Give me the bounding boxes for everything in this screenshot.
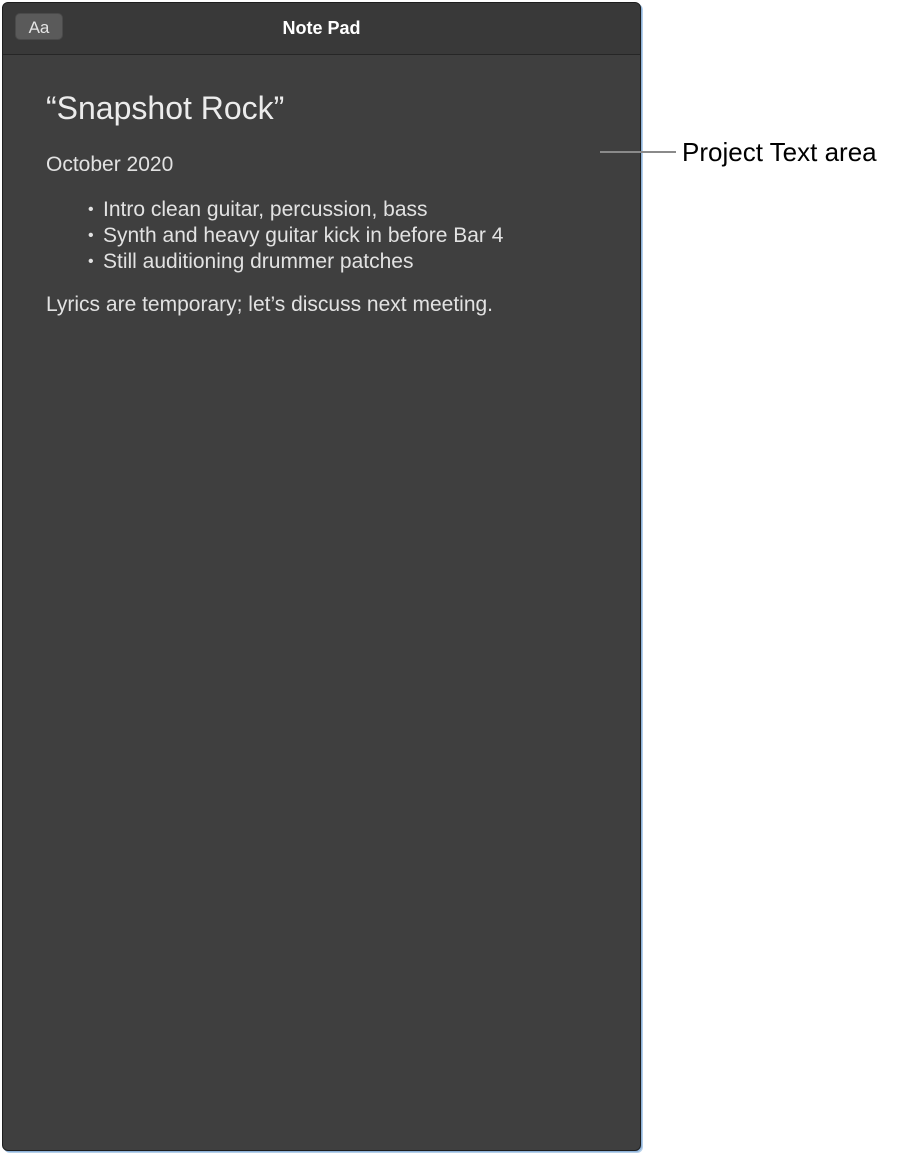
list-item: [88, 197, 620, 223]
list-item-text: Still auditioning drummer patches: [103, 250, 414, 273]
bullet-icon: •: [88, 201, 94, 218]
title-bar: [3, 3, 640, 55]
note-pad-window: [2, 2, 641, 1151]
note-title: “Snapshot Rock”: [46, 90, 285, 126]
list-item: [88, 223, 620, 249]
window-title: Note Pad: [282, 18, 361, 38]
list-item: [88, 249, 620, 275]
list-item-text: Synth and heavy guitar kick in before Bar 4: [103, 224, 504, 247]
callout-label: Project Text area: [682, 137, 877, 167]
bullet-icon: •: [88, 253, 94, 270]
note-date: October 2020: [46, 153, 174, 176]
list-item-text: Intro clean guitar, percussion, bass: [103, 198, 428, 221]
note-bullet-list: [46, 197, 620, 275]
callout-line: [600, 151, 676, 153]
font-button[interactable]: Aa: [15, 13, 63, 40]
project-text-area[interactable]: [3, 55, 640, 1149]
note-paragraph: Lyrics are temporary; let’s discuss next meeting.: [46, 293, 494, 316]
bullet-icon: •: [88, 227, 94, 244]
